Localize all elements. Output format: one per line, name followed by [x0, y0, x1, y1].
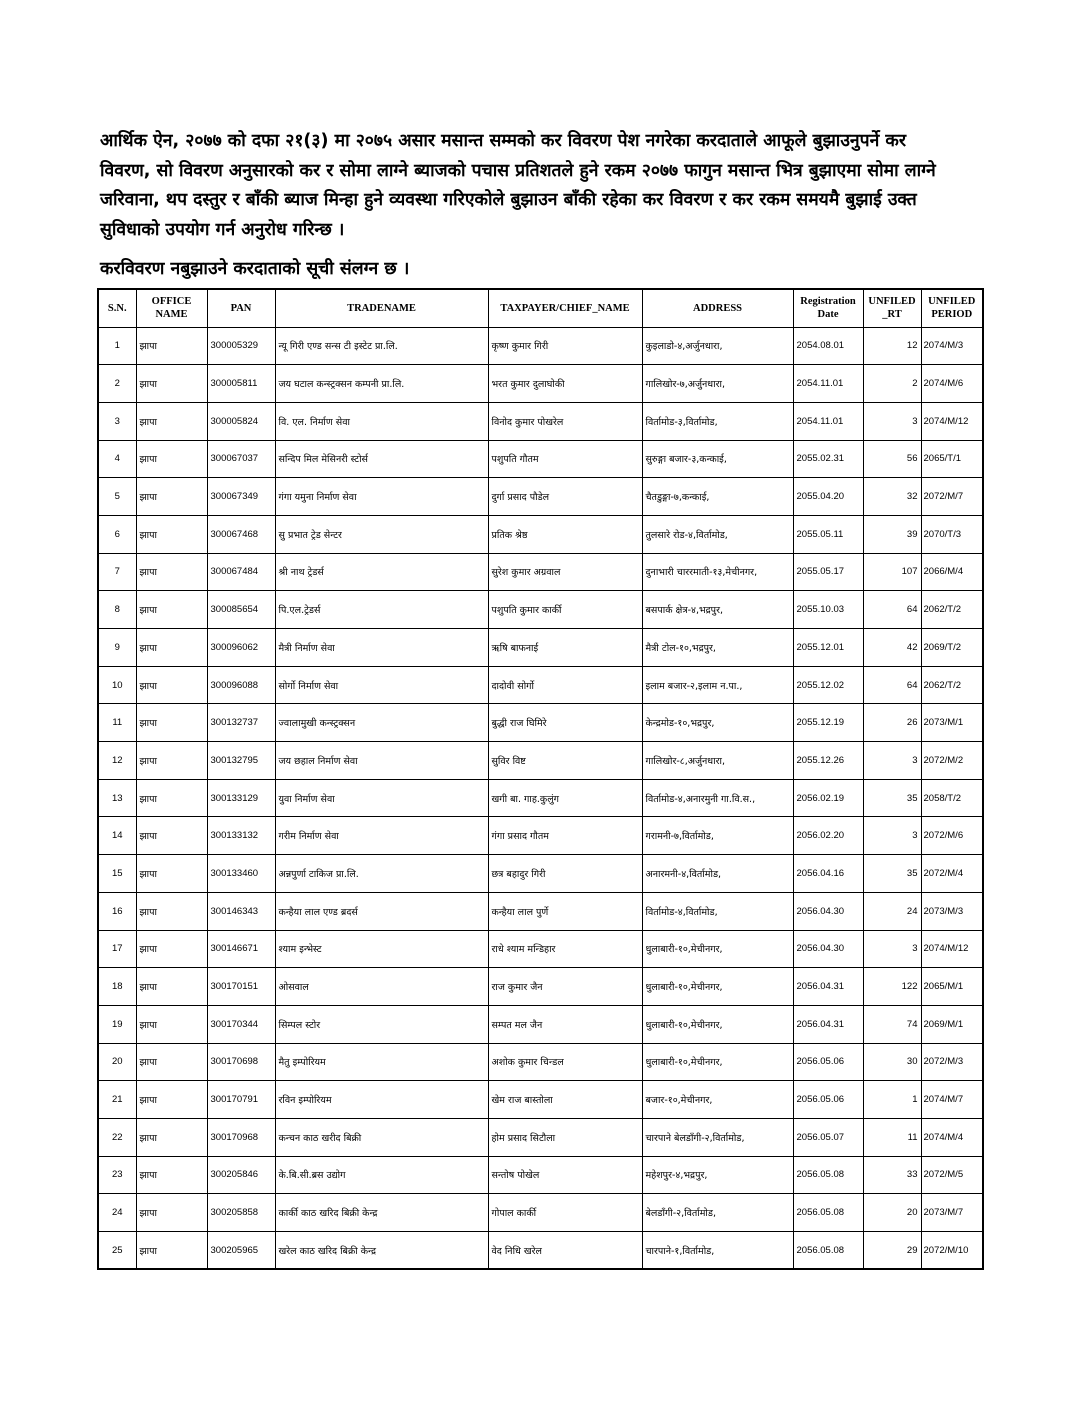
table-row	[98, 817, 983, 855]
cell-unfiled-rt: 2	[863, 365, 921, 403]
cell-unfiled-rt: 29	[863, 1232, 921, 1270]
cell-unfiled-rt: 3	[863, 402, 921, 440]
cell-taxpayer: खगी बा. गाह.कुलुंग	[488, 779, 642, 817]
cell-tradename: गंगा यमुना निर्माण सेवा	[275, 478, 488, 516]
cell-office: झापा	[136, 591, 207, 629]
cell-unfiled-period: 2070/T/3	[921, 515, 983, 553]
cell-unfiled-period: 2072/M/5	[921, 1156, 983, 1194]
cell-registration-date: 2056.02.19	[793, 779, 863, 817]
cell-office: झापा	[136, 1118, 207, 1156]
cell-tradename: सन्दिप मिल मेसिनरी स्टोर्स	[275, 440, 488, 478]
cell-taxpayer: गंगा प्रसाद गौतम	[488, 817, 642, 855]
cell-sn: 25	[98, 1232, 136, 1270]
cell-pan: 300067349	[207, 478, 275, 516]
cell-sn: 24	[98, 1194, 136, 1232]
cell-registration-date: 2055.04.20	[793, 478, 863, 516]
cell-unfiled-period: 2062/T/2	[921, 666, 983, 704]
cell-pan: 300005811	[207, 365, 275, 403]
cell-unfiled-rt: 35	[863, 779, 921, 817]
cell-address: विर्तामोड-४,अनारमुनी गा.वि.स.,	[642, 779, 793, 817]
cell-unfiled-rt: 107	[863, 553, 921, 591]
table-row	[98, 855, 983, 893]
cell-unfiled-rt: 12	[863, 327, 921, 365]
cell-sn: 20	[98, 1043, 136, 1081]
table-row	[98, 892, 983, 930]
cell-unfiled-rt: 32	[863, 478, 921, 516]
notice-paragraph	[100, 127, 980, 245]
header-tradename: TRADENAME	[275, 289, 488, 327]
cell-address: बसपार्क क्षेत्र-४,भद्रपुर,	[642, 591, 793, 629]
table-row	[98, 779, 983, 817]
header-office: OFFICE NAME	[136, 289, 207, 327]
cell-office: झापा	[136, 402, 207, 440]
cell-unfiled-period: 2073/M/1	[921, 704, 983, 742]
table-row	[98, 1156, 983, 1194]
cell-address: धुलाबारी-१०,मेचीनगर,	[642, 930, 793, 968]
cell-taxpayer: प्रतिक श्रेष्ठ	[488, 515, 642, 553]
cell-tradename: श्याम इन्भेस्ट	[275, 930, 488, 968]
cell-taxpayer: सुविर विष्ट	[488, 742, 642, 780]
cell-pan: 300170344	[207, 1005, 275, 1043]
cell-sn: 18	[98, 968, 136, 1006]
table-row	[98, 402, 983, 440]
cell-address: गरामनी-७,विर्तामोड,	[642, 817, 793, 855]
cell-office: झापा	[136, 968, 207, 1006]
cell-unfiled-rt: 64	[863, 666, 921, 704]
cell-office: झापा	[136, 742, 207, 780]
cell-office: झापा	[136, 1043, 207, 1081]
cell-address: गालिखोर-८,अर्जुनधारा,	[642, 742, 793, 780]
cell-address: सुरुङ्गा बजार-३,कन्काई,	[642, 440, 793, 478]
cell-sn: 22	[98, 1118, 136, 1156]
cell-tradename: अन्नपुर्णा टाकिज प्रा.लि.	[275, 855, 488, 893]
cell-tradename: के.बि.सी.ब्रस उद्योग	[275, 1156, 488, 1194]
cell-address: केन्द्रमोड-१०,भद्रपुर,	[642, 704, 793, 742]
table-row	[98, 930, 983, 968]
cell-unfiled-rt: 3	[863, 930, 921, 968]
cell-tradename: रविन इम्पोरियम	[275, 1081, 488, 1119]
cell-registration-date: 2055.12.26	[793, 742, 863, 780]
cell-taxpayer: गोपाल कार्की	[488, 1194, 642, 1232]
cell-tradename: सु प्रभात ट्रेड सेन्टर	[275, 515, 488, 553]
table-row	[98, 1043, 983, 1081]
cell-registration-date: 2055.05.11	[793, 515, 863, 553]
cell-sn: 21	[98, 1081, 136, 1119]
cell-address: महेशपुर-४,भद्रपुर,	[642, 1156, 793, 1194]
cell-address: विर्तामोड-४,विर्तामोड,	[642, 892, 793, 930]
cell-office: झापा	[136, 1232, 207, 1270]
cell-office: झापा	[136, 1156, 207, 1194]
cell-unfiled-period: 2073/M/3	[921, 892, 983, 930]
header-sn: S.N.	[98, 289, 136, 327]
table-row	[98, 440, 983, 478]
cell-office: झापा	[136, 779, 207, 817]
cell-unfiled-rt: 3	[863, 817, 921, 855]
cell-unfiled-period: 2072/M/10	[921, 1232, 983, 1270]
cell-registration-date: 2055.02.31	[793, 440, 863, 478]
cell-sn: 5	[98, 478, 136, 516]
notice-line: जरिवाना, थप दस्तुर र बाँकी ब्याज मिन्हा हुने व्यवस्था गरिएकोले बुझाउन बाँकी रहेका कर विवरण र कर रकम समयमै बुझाई उक्त	[100, 190, 917, 210]
cell-tradename: युवा निर्माण सेवा	[275, 779, 488, 817]
cell-registration-date: 2054.08.01	[793, 327, 863, 365]
cell-address: दुनाभारी चाररमाती-१३,मेचीनगर,	[642, 553, 793, 591]
header-unfiled-period: UNFILED PERIOD	[921, 289, 983, 327]
cell-tradename: ओसवाल	[275, 968, 488, 1006]
cell-unfiled-period: 2058/T/2	[921, 779, 983, 817]
cell-address: धुलाबारी-१०,मेचीनगर,	[642, 968, 793, 1006]
cell-pan: 300205858	[207, 1194, 275, 1232]
table-row	[98, 968, 983, 1006]
cell-taxpayer: ऋषि बाफनाई	[488, 629, 642, 667]
cell-taxpayer: राधे श्याम मन्डिहार	[488, 930, 642, 968]
notice-line: आर्थिक ऐन, २०७७ को दफा २१(३) मा २०७५ असार मसान्त सम्मको कर विवरण पेश नगरेका करदाताले आफूले बुझाउनुपर्ने कर	[100, 131, 906, 151]
notice-line: सुविधाको उपयोग गर्न अनुरोध गरिन्छ ।	[100, 219, 345, 240]
cell-registration-date: 2056.02.20	[793, 817, 863, 855]
table-row	[98, 478, 983, 516]
notice-line: विवरण, सो विवरण अनुसारको कर र सोमा लाग्ने ब्याजको पचास प्रतिशतले हुने रकम २०७७ फागुन मसान्त भित्र बुझाएमा सोमा लाग्ने	[100, 160, 936, 181]
cell-registration-date: 2056.05.08	[793, 1194, 863, 1232]
cell-office: झापा	[136, 1081, 207, 1119]
cell-sn: 1	[98, 327, 136, 365]
cell-unfiled-period: 2069/T/2	[921, 629, 983, 667]
cell-address: कुइलाडो-४,अर्जुनधारा,	[642, 327, 793, 365]
cell-taxpayer: दादोवी सोर्गो	[488, 666, 642, 704]
cell-sn: 13	[98, 779, 136, 817]
non-filer-table	[97, 288, 984, 1270]
cell-pan: 300133460	[207, 855, 275, 893]
cell-pan: 300067484	[207, 553, 275, 591]
cell-taxpayer: कन्हैया लाल पुर्णे	[488, 892, 642, 930]
cell-sn: 9	[98, 629, 136, 667]
cell-unfiled-rt: 26	[863, 704, 921, 742]
cell-pan: 300170968	[207, 1118, 275, 1156]
table-row	[98, 1005, 983, 1043]
cell-office: झापा	[136, 629, 207, 667]
cell-office: झापा	[136, 327, 207, 365]
cell-unfiled-period: 2066/M/4	[921, 553, 983, 591]
cell-tradename: मैत्री निर्माण सेवा	[275, 629, 488, 667]
cell-registration-date: 2055.12.01	[793, 629, 863, 667]
cell-pan: 300170791	[207, 1081, 275, 1119]
cell-registration-date: 2056.04.30	[793, 930, 863, 968]
cell-tradename: जय छहाल निर्माण सेवा	[275, 742, 488, 780]
cell-registration-date: 2055.12.02	[793, 666, 863, 704]
cell-address: अनारमनी-४,विर्तामोड,	[642, 855, 793, 893]
cell-unfiled-period: 2065/M/1	[921, 968, 983, 1006]
cell-pan: 300146343	[207, 892, 275, 930]
cell-taxpayer: विनोद कुमार पोखरेल	[488, 402, 642, 440]
cell-sn: 14	[98, 817, 136, 855]
cell-unfiled-period: 2074/M/12	[921, 402, 983, 440]
cell-pan: 300170698	[207, 1043, 275, 1081]
cell-sn: 23	[98, 1156, 136, 1194]
cell-registration-date: 2056.04.31	[793, 1005, 863, 1043]
cell-sn: 4	[98, 440, 136, 478]
cell-tradename: कन्हैया लाल एण्ड ब्रदर्स	[275, 892, 488, 930]
cell-registration-date: 2056.05.08	[793, 1232, 863, 1270]
table-row	[98, 591, 983, 629]
cell-address: चारपाने बेलडाँगी-२,विर्तामोड,	[642, 1118, 793, 1156]
cell-office: झापा	[136, 365, 207, 403]
cell-sn: 10	[98, 666, 136, 704]
cell-registration-date: 2056.05.08	[793, 1156, 863, 1194]
cell-office: झापा	[136, 1005, 207, 1043]
cell-pan: 300096088	[207, 666, 275, 704]
cell-address: तुलसारे रोड-४,विर्तामोड,	[642, 515, 793, 553]
cell-registration-date: 2054.11.01	[793, 365, 863, 403]
cell-registration-date: 2055.05.17	[793, 553, 863, 591]
cell-taxpayer: छत्र बहादुर गिरी	[488, 855, 642, 893]
cell-sn: 19	[98, 1005, 136, 1043]
table-row	[98, 1232, 983, 1270]
cell-taxpayer: पशुपति गौतम	[488, 440, 642, 478]
cell-address: चारपाने-१,विर्तामोड,	[642, 1232, 793, 1270]
cell-tradename: सोर्गो निर्माण सेवा	[275, 666, 488, 704]
cell-pan: 300133132	[207, 817, 275, 855]
cell-taxpayer: होम प्रसाद सिटौला	[488, 1118, 642, 1156]
cell-unfiled-rt: 64	[863, 591, 921, 629]
cell-sn: 7	[98, 553, 136, 591]
cell-unfiled-period: 2072/M/3	[921, 1043, 983, 1081]
cell-taxpayer: अशोक कुमार चिन्डल	[488, 1043, 642, 1081]
table-row	[98, 515, 983, 553]
cell-taxpayer: दुर्गा प्रसाद पौडेल	[488, 478, 642, 516]
table-row	[98, 365, 983, 403]
cell-sn: 6	[98, 515, 136, 553]
cell-address: मैत्री टोल-१०,भद्रपुर,	[642, 629, 793, 667]
cell-office: झापा	[136, 515, 207, 553]
cell-unfiled-period: 2072/M/7	[921, 478, 983, 516]
cell-tradename: गरीम निर्माण सेवा	[275, 817, 488, 855]
table-row	[98, 704, 983, 742]
cell-pan: 300085654	[207, 591, 275, 629]
cell-pan: 300205965	[207, 1232, 275, 1270]
cell-unfiled-period: 2062/T/2	[921, 591, 983, 629]
cell-pan: 300096062	[207, 629, 275, 667]
cell-tradename: कार्की काठ खरिद बिक्री केन्द्र	[275, 1194, 488, 1232]
cell-address: धुलाबारी-१०,मेचीनगर,	[642, 1005, 793, 1043]
cell-taxpayer: सन्तोष पोखेल	[488, 1156, 642, 1194]
cell-pan: 300146671	[207, 930, 275, 968]
cell-taxpayer: कृष्ण कुमार गिरी	[488, 327, 642, 365]
cell-unfiled-rt: 20	[863, 1194, 921, 1232]
cell-registration-date: 2056.05.06	[793, 1081, 863, 1119]
cell-unfiled-period: 2072/M/2	[921, 742, 983, 780]
cell-unfiled-period: 2074/M/6	[921, 365, 983, 403]
cell-unfiled-rt: 39	[863, 515, 921, 553]
cell-unfiled-period: 2074/M/7	[921, 1081, 983, 1119]
cell-office: झापा	[136, 478, 207, 516]
cell-tradename: सिम्पल स्टोर	[275, 1005, 488, 1043]
cell-address: गालिखोर-७,अर्जुनधारा,	[642, 365, 793, 403]
cell-unfiled-period: 2073/M/7	[921, 1194, 983, 1232]
table-row	[98, 553, 983, 591]
cell-tradename: कन्चन काठ खरीद बिक्री	[275, 1118, 488, 1156]
cell-address: विर्तामोड-३,विर्तामोड,	[642, 402, 793, 440]
table-row	[98, 742, 983, 780]
cell-address: चैतडुङ्गा-७,कन्काई,	[642, 478, 793, 516]
cell-office: झापा	[136, 553, 207, 591]
cell-office: झापा	[136, 892, 207, 930]
cell-taxpayer: राज कुमार जैन	[488, 968, 642, 1006]
table-row	[98, 1194, 983, 1232]
cell-unfiled-rt: 56	[863, 440, 921, 478]
cell-address: धुलाबारी-१०,मेचीनगर,	[642, 1043, 793, 1081]
cell-pan: 300170151	[207, 968, 275, 1006]
cell-office: झापा	[136, 666, 207, 704]
cell-unfiled-period: 2074/M/12	[921, 930, 983, 968]
header-pan: PAN	[207, 289, 275, 327]
cell-unfiled-rt: 30	[863, 1043, 921, 1081]
cell-unfiled-rt: 42	[863, 629, 921, 667]
cell-taxpayer: सुरेश कुमार अग्रवाल	[488, 553, 642, 591]
cell-taxpayer: भरत कुमार दुलाघोकी	[488, 365, 642, 403]
cell-address: बजार-१०,मेचीनगर,	[642, 1081, 793, 1119]
cell-unfiled-period: 2072/M/4	[921, 855, 983, 893]
cell-pan: 300005824	[207, 402, 275, 440]
cell-unfiled-period: 2074/M/4	[921, 1118, 983, 1156]
header-taxpayer: TAXPAYER/CHIEF_NAME	[488, 289, 642, 327]
cell-sn: 17	[98, 930, 136, 968]
cell-sn: 11	[98, 704, 136, 742]
cell-taxpayer: पशुपति कुमार कार्की	[488, 591, 642, 629]
header-address: ADDRESS	[642, 289, 793, 327]
cell-unfiled-period: 2074/M/3	[921, 327, 983, 365]
cell-registration-date: 2054.11.01	[793, 402, 863, 440]
cell-registration-date: 2055.12.19	[793, 704, 863, 742]
cell-pan: 300133129	[207, 779, 275, 817]
cell-unfiled-rt: 35	[863, 855, 921, 893]
cell-registration-date: 2056.04.31	[793, 968, 863, 1006]
cell-unfiled-rt: 3	[863, 742, 921, 780]
cell-address: बेलडाँगी-२,विर्तामोड,	[642, 1194, 793, 1232]
cell-taxpayer: बुद्धी राज घिमिरे	[488, 704, 642, 742]
cell-sn: 3	[98, 402, 136, 440]
cell-pan: 300132795	[207, 742, 275, 780]
cell-unfiled-rt: 11	[863, 1118, 921, 1156]
cell-unfiled-rt: 1	[863, 1081, 921, 1119]
table-row	[98, 327, 983, 365]
cell-pan: 300132737	[207, 704, 275, 742]
cell-office: झापा	[136, 704, 207, 742]
cell-sn: 16	[98, 892, 136, 930]
cell-taxpayer: खेम राज बास्तोला	[488, 1081, 642, 1119]
cell-tradename: ज्वालामुखी कन्स्ट्रक्सन	[275, 704, 488, 742]
cell-tradename: न्यू गिरी एण्ड सन्स टी इस्टेट प्रा.लि.	[275, 327, 488, 365]
cell-tradename: खरेल काठ खरिद बिक्री केन्द्र	[275, 1232, 488, 1270]
table-row	[98, 629, 983, 667]
cell-registration-date: 2056.05.06	[793, 1043, 863, 1081]
cell-registration-date: 2056.04.16	[793, 855, 863, 893]
table-row	[98, 1081, 983, 1119]
cell-registration-date: 2056.04.30	[793, 892, 863, 930]
cell-taxpayer: सम्पत मल जैन	[488, 1005, 642, 1043]
cell-unfiled-period: 2065/T/1	[921, 440, 983, 478]
cell-unfiled-rt: 74	[863, 1005, 921, 1043]
cell-unfiled-period: 2072/M/6	[921, 817, 983, 855]
cell-pan: 300067468	[207, 515, 275, 553]
cell-office: झापा	[136, 1194, 207, 1232]
cell-unfiled-rt: 24	[863, 892, 921, 930]
cell-registration-date: 2056.05.07	[793, 1118, 863, 1156]
header-registration-date: Registration Date	[793, 289, 863, 327]
cell-tradename: पि.एल.ट्रेडर्स	[275, 591, 488, 629]
cell-sn: 12	[98, 742, 136, 780]
cell-pan: 300067037	[207, 440, 275, 478]
cell-tradename: मैतु इम्पोरियम	[275, 1043, 488, 1081]
header-unfiled-rt: UNFILED _RT	[863, 289, 921, 327]
table-header-row	[98, 289, 983, 327]
cell-sn: 15	[98, 855, 136, 893]
cell-office: झापा	[136, 817, 207, 855]
cell-taxpayer: वेद निधि खरेल	[488, 1232, 642, 1270]
cell-tradename: वि. एल. निर्माण सेवा	[275, 402, 488, 440]
cell-office: झापा	[136, 440, 207, 478]
cell-unfiled-rt: 33	[863, 1156, 921, 1194]
cell-unfiled-rt: 122	[863, 968, 921, 1006]
cell-tradename: जय घटाल कन्स्ट्रक्सन कम्पनी प्रा.लि.	[275, 365, 488, 403]
cell-sn: 2	[98, 365, 136, 403]
cell-tradename: श्री नाथ ट्रेडर्स	[275, 553, 488, 591]
list-subheading: करविवरण नबुझाउने करदाताको सूची संलग्न छ ।	[100, 259, 410, 279]
cell-address: इलाम बजार-२,इलाम न.पा.,	[642, 666, 793, 704]
cell-pan: 300005329	[207, 327, 275, 365]
cell-office: झापा	[136, 930, 207, 968]
cell-office: झापा	[136, 855, 207, 893]
cell-unfiled-period: 2069/M/1	[921, 1005, 983, 1043]
cell-pan: 300205846	[207, 1156, 275, 1194]
table-row	[98, 1118, 983, 1156]
cell-sn: 8	[98, 591, 136, 629]
table-row	[98, 666, 983, 704]
cell-registration-date: 2055.10.03	[793, 591, 863, 629]
